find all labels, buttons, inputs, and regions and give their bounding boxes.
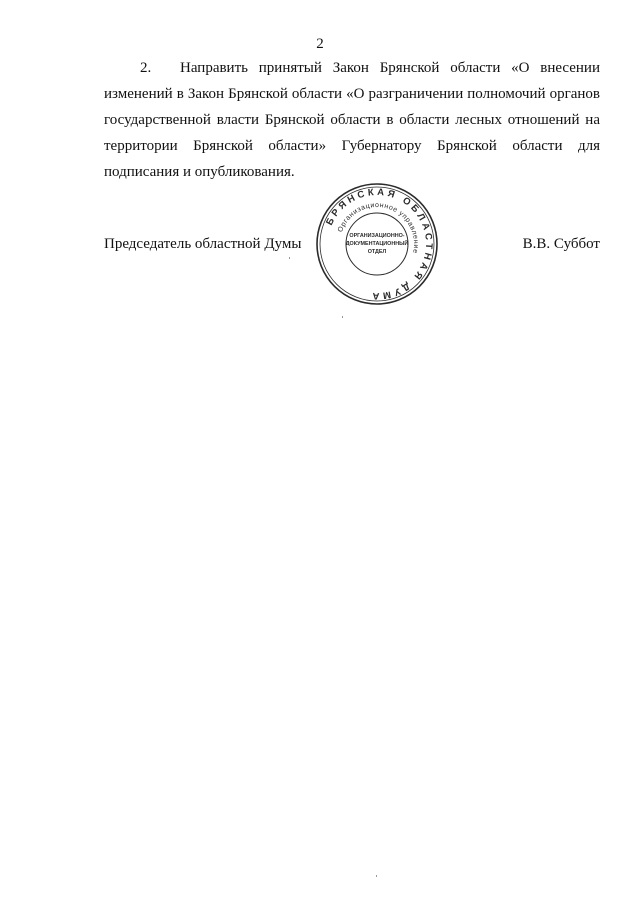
scan-speck bbox=[342, 316, 343, 318]
seal-outer-text: БРЯНСКАЯ ОБЛАСТНАЯ ДУМА bbox=[324, 186, 435, 302]
seal-center-line-1: ОРГАНИЗАЦИОННО- bbox=[349, 233, 405, 239]
paragraph-text: Направить принятый Закон Брянской области «О внесении изменений в Закон Брянской области «О разграничении полномочий органов государственной власти Брянской области в области лесных отношений на территории Брянской области» Губернатору Брянской области для подписания и опубликования. bbox=[104, 60, 600, 180]
scan-speck bbox=[289, 257, 290, 259]
official-seal bbox=[315, 182, 439, 306]
page-number: 2 bbox=[316, 36, 324, 52]
seal-center-line-3: ОТДЕЛ bbox=[367, 249, 387, 255]
seal-center-line-2: ДОКУМЕНТАЦИОННЫЙ bbox=[345, 241, 409, 247]
seal-graphic bbox=[315, 182, 439, 306]
signatory-position: Председатель областной Думы bbox=[104, 236, 302, 252]
paragraph-2 bbox=[104, 55, 600, 185]
paragraph-number: 2. bbox=[140, 60, 152, 76]
seal-middle-text: Организационное управление bbox=[337, 201, 420, 255]
scan-speck bbox=[376, 875, 377, 877]
signatory-name: В.В. Суббот bbox=[522, 236, 600, 252]
